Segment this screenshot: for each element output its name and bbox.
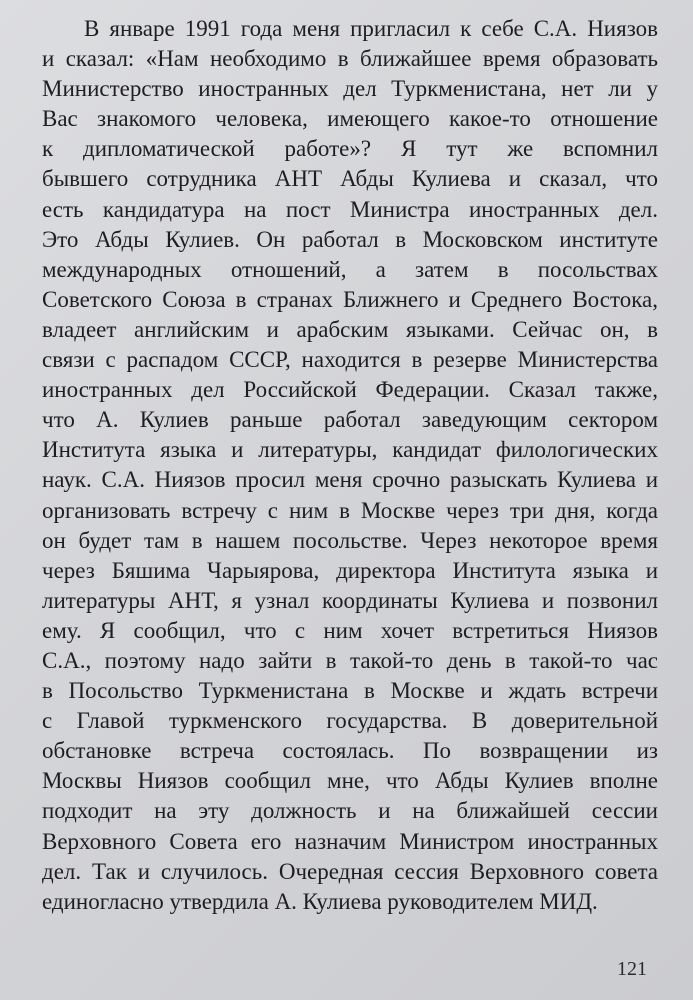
text-line: с Главой туркменского государства. В доверительной bbox=[42, 708, 658, 734]
text-line: С.А., поэтому надо зайти в такой-то день в такой-то час bbox=[42, 647, 658, 673]
text-line: международных отношений, а затем в посольствах bbox=[42, 256, 658, 282]
text-line: Вас знакомого человека, имеющего какое-то отношение bbox=[42, 106, 658, 132]
text-line: иностранных дел Российской Федерации. Сказал также, bbox=[42, 377, 658, 403]
text-line: Советского Союза в странах Ближнего и Среднего Востока, bbox=[42, 286, 658, 312]
text-line: бывшего сотрудника АНТ Абды Кулиева и сказал, что bbox=[42, 166, 658, 192]
text-line: ему. Я сообщил, что с ним хочет встретиться Ниязов bbox=[42, 617, 658, 643]
text-line: к дипломатической работе»? Я тут же вспомнил bbox=[42, 136, 658, 162]
text-line: Института языка и литературы, кандидат филологических bbox=[42, 437, 658, 463]
text-line: единогласно утвердила А. Кулиева руководителем МИД. bbox=[42, 888, 598, 914]
text-line: организовать встречу с ним в Москве через три дня, когда bbox=[42, 497, 658, 523]
text-line: и сказал: «Нам необходимо в ближайшее время образовать bbox=[42, 46, 658, 72]
text-line: дел. Так и случилось. Очередная сессия Верховного совета bbox=[42, 858, 658, 884]
text-line: Верховного Совета его назначим Министром иностранных bbox=[42, 828, 658, 854]
text-line: подходит на эту должность и на ближайшей сессии bbox=[42, 798, 658, 824]
body-text bbox=[42, 14, 658, 917]
text-line: обстановке встреча состоялась. По возвращении из bbox=[42, 738, 658, 764]
text-line: Москвы Ниязов сообщил мне, что Абды Кулиев вполне bbox=[42, 768, 658, 794]
text-line: владеет английским и арабским языками. Сейчас он, в bbox=[42, 316, 658, 342]
text-line: литературы АНТ, я узнал координаты Кулиева и позвонил bbox=[42, 587, 658, 613]
text-line: Министерство иностранных дел Туркменистана, нет ли у bbox=[42, 76, 658, 102]
text-line: есть кандидатура на пост Министра иностранных дел. bbox=[42, 196, 658, 222]
text-line: Это Абды Кулиев. Он работал в Московском институте bbox=[42, 226, 658, 252]
text-line: в Посольство Туркменистана в Москве и ждать встречи bbox=[42, 678, 658, 704]
text-line: он будет там в нашем посольстве. Через некоторое время bbox=[42, 527, 658, 553]
page-number: 121 bbox=[617, 958, 647, 980]
text-line: через Бяшима Чарыярова, директора Института языка и bbox=[42, 557, 658, 583]
text-line: В январе 1991 года меня пригласил к себе С.А. Ниязов bbox=[84, 16, 658, 41]
text-line: что А. Кулиев раньше работал заведующим сектором bbox=[42, 407, 658, 433]
text-line: наук. С.А. Ниязов просил меня срочно разыскать Кулиева и bbox=[42, 467, 658, 493]
text-line: связи с распадом СССР, находится в резерве Министерства bbox=[42, 347, 658, 373]
